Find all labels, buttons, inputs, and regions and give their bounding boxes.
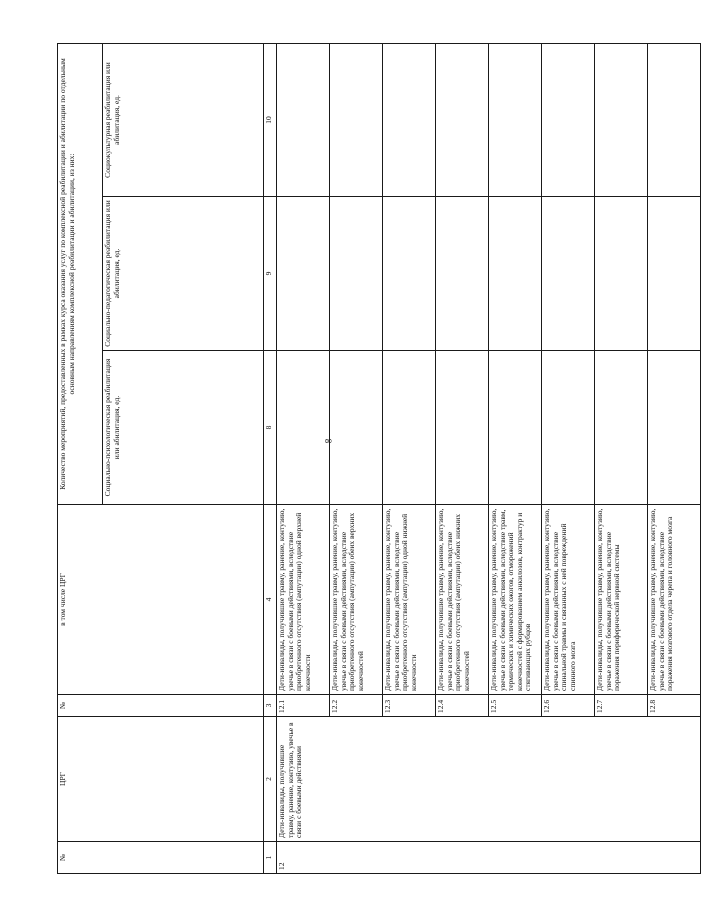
group-crg: Дети-инвалиды, получившие травму, ранение, контузию, увечье в связи с боевыми действиями <box>277 717 701 842</box>
row-crg: Дети-инвалиды, получившие травму, ранение, контузию, увечье в связи с боевыми действиями, вследствие приобретенного отсутствия (ампутации) обеих нижних конечностей <box>436 505 489 695</box>
cell-psych <box>436 351 489 505</box>
header-no: № <box>58 842 264 874</box>
cell-pedagogical <box>595 197 648 351</box>
index-cell: 1 <box>264 842 277 874</box>
row-no: 12.1 <box>277 695 330 717</box>
cell-pedagogical <box>277 197 330 351</box>
row-no: 12.6 <box>542 695 595 717</box>
cell-sociocultural <box>436 43 489 196</box>
cell-pedagogical <box>542 197 595 351</box>
cell-sociocultural <box>277 43 330 196</box>
row-crg: Дети-инвалиды, получившие травму, ранение, контузию, увечье в связи с боевыми действиями, вследствие травм, термических и химических ожогов, отморожений конечностей с формированием анкилозов, контрактур и стягивающих рубцов <box>489 505 542 695</box>
cell-pedagogical <box>330 197 383 351</box>
header-psych: Социально-психологическая реабилитация или абилитация, ед. <box>103 351 264 505</box>
cell-sociocultural <box>648 43 701 196</box>
header-group-title: Количество мероприятий, предоставленных в рамках курса оказания услуг по комплексной реабилитации и абилитации по отдельным основным направлениям комплексной реабилитации и абилитации, из них: <box>58 43 103 504</box>
row-no: 12.5 <box>489 695 542 717</box>
cell-sociocultural <box>383 43 436 196</box>
cell-pedagogical <box>489 197 542 351</box>
row-no: 12.7 <box>595 695 648 717</box>
index-cell: 9 <box>264 197 277 351</box>
row-no: 12.3 <box>383 695 436 717</box>
page-number: 8 <box>323 438 334 444</box>
cell-psych <box>383 351 436 505</box>
cell-psych <box>648 351 701 505</box>
header-row <box>58 43 103 873</box>
cell-pedagogical <box>436 197 489 351</box>
group-no: 12 <box>277 842 701 874</box>
index-cell: 10 <box>264 43 277 196</box>
row-crg: Дети-инвалиды, получившие травму, ранение, контузию, увечье в связи с боевыми действиями, вследствие приобретенного отсутствия (ампутации) обеих верхних конечностей <box>330 505 383 695</box>
cell-sociocultural <box>489 43 542 196</box>
header-sub-crg: в том числе ЦРГ <box>58 505 264 695</box>
cell-sociocultural <box>330 43 383 196</box>
cell-psych <box>330 351 383 505</box>
row-no: 12.8 <box>648 695 701 717</box>
table-row <box>277 43 330 873</box>
row-crg: Дети-инвалиды, получившие травму, ранение, контузию, увечье в связи с боевыми действиями, вследствие поражения мозгового отдела черепа и головного мозга <box>648 505 701 695</box>
rotated-table-sheet <box>57 44 675 874</box>
cell-psych <box>277 351 330 505</box>
cell-pedagogical <box>383 197 436 351</box>
header-crg: ЦРГ <box>58 717 264 842</box>
row-no: 12.2 <box>330 695 383 717</box>
index-cell: 2 <box>264 717 277 842</box>
row-crg: Дети-инвалиды, получившие травму, ранение, контузию, увечье в связи с боевыми действиями, вследствие приобретенного отсутствия (ампутации) одной нижней конечности <box>383 505 436 695</box>
cell-pedagogical <box>648 197 701 351</box>
header-pedagogical: Социально-педагогическая реабилитация или абилитация, ед. <box>103 197 264 351</box>
index-cell: 8 <box>264 351 277 505</box>
row-no: 12.4 <box>436 695 489 717</box>
row-crg: Дети-инвалиды, получившие травму, ранение, контузию, увечье в связи с боевыми действиями, вследствие поражения периферической нервной системы <box>595 505 648 695</box>
column-index-row <box>264 43 277 873</box>
cell-psych <box>595 351 648 505</box>
header-sociocultural: Социокультурная реабилитация или абилитация, ед. <box>103 43 264 196</box>
row-crg: Дети-инвалиды, получившие травму, ранение, контузию, увечье в связи с боевыми действиями, вследствие спинальной травмы и связанных с ней повреждений спинного мозга <box>542 505 595 695</box>
rehabilitation-table <box>57 43 701 874</box>
cell-sociocultural <box>542 43 595 196</box>
cell-psych <box>542 351 595 505</box>
index-cell: 3 <box>264 695 277 717</box>
row-crg: Дети-инвалиды, получившие травму, ранение, контузию, увечье в связи с боевыми действиями, вследствие приобретенного отсутствия (ампутации) одной верхней конечности <box>277 505 330 695</box>
cell-psych <box>489 351 542 505</box>
header-sub-no: № <box>58 695 264 717</box>
index-cell: 4 <box>264 505 277 695</box>
cell-sociocultural <box>595 43 648 196</box>
